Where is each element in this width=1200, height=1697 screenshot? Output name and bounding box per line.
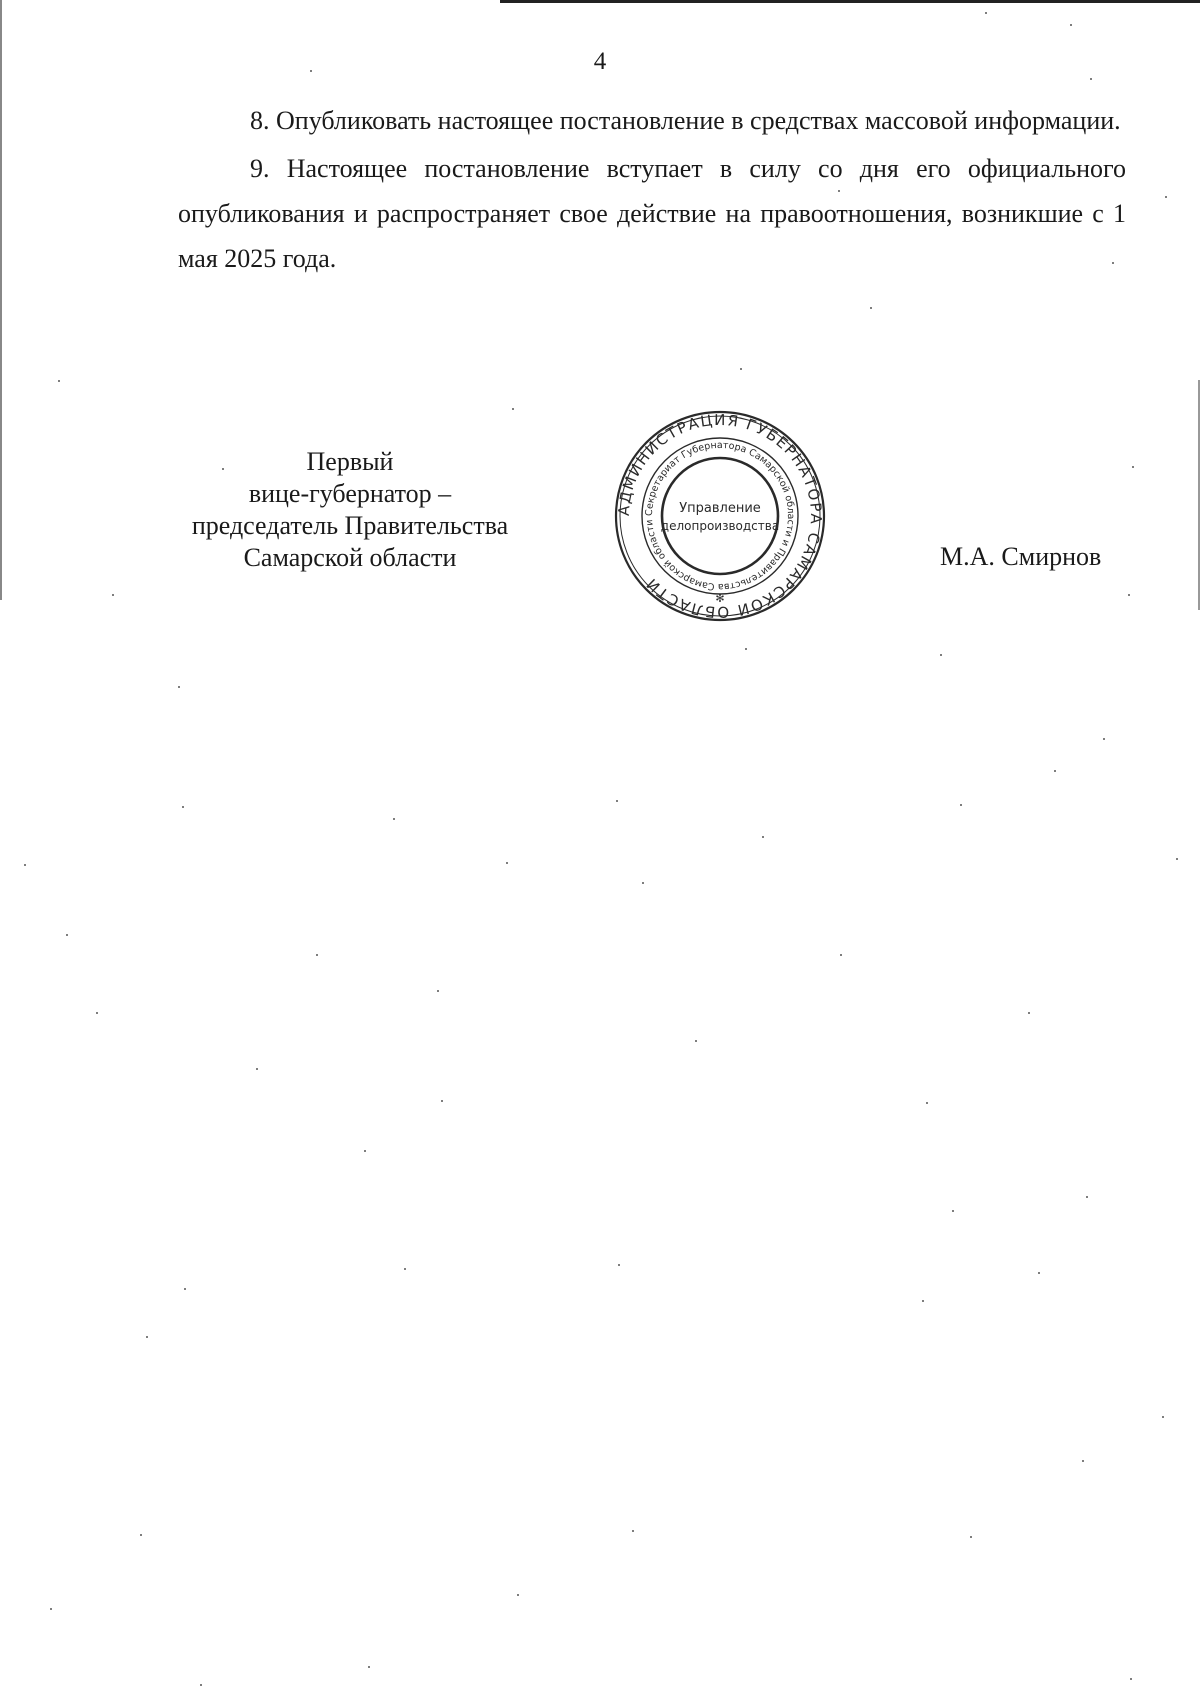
left-scan-edge: [0, 0, 2, 600]
seal-center-text-line: делопроизводства: [660, 519, 780, 533]
seal-inner-ring: [662, 458, 778, 574]
seal-inner-ring-text: Секретариат Губернатора Самарской области и Правительства Самарской области: [643, 439, 797, 593]
official-seal-stamp: [610, 406, 830, 626]
paragraph-8: 8. Опубликовать настоящее постановление в средствах массовой информации.: [250, 106, 1121, 135]
page-number: 4: [593, 48, 607, 75]
seal-outer-text: АДМИНИСТРАЦИЯ ГУБЕРНАТОРА САМАРСКОЙ ОБЛАСТИ: [614, 410, 826, 622]
top-border-line: [500, 0, 1200, 3]
seal-middle-ring: [642, 438, 798, 594]
seal-star-ornament: ✻: [715, 592, 725, 605]
signer-title-line: вице-губернатор –: [248, 479, 452, 508]
signer-title-line: председатель Правительства: [191, 511, 509, 540]
document-body: [178, 98, 1126, 284]
signer-position: [160, 446, 540, 574]
signer-title-line: Первый: [306, 447, 394, 476]
signer-name: М.А. Смирнов: [940, 542, 1102, 571]
paragraph-9: 9. Настоящее постановление вступает в силу со дня его официального опубликования и распространяет свое действие на правоотношения, возникшие с 1 мая 2025 года.: [178, 154, 1126, 273]
seal-center-text-line: Управление: [679, 501, 761, 516]
signer-title-line: Самарской области: [243, 543, 457, 572]
